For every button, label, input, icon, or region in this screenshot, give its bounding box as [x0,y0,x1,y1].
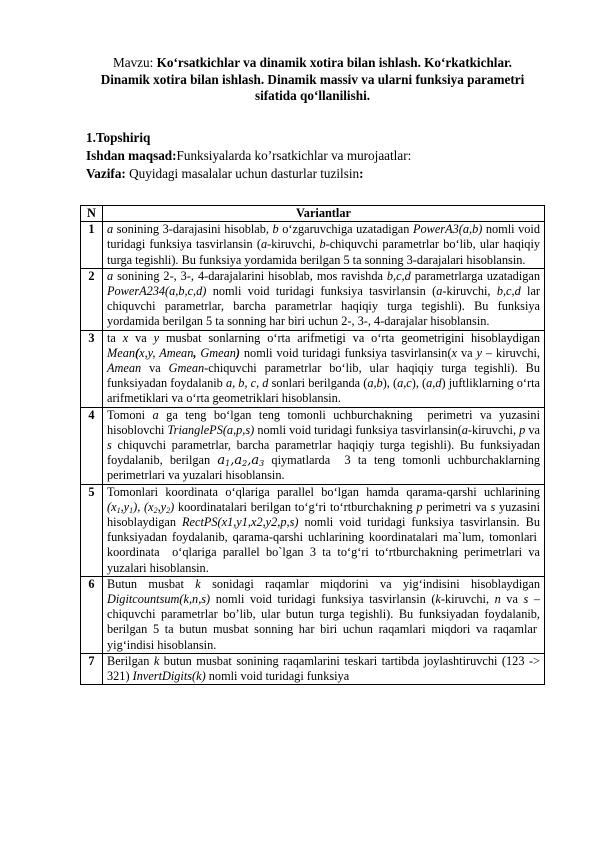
table-row [81,653,545,684]
table-row [81,576,545,653]
table-row [81,484,545,576]
row-number: 6 [81,576,103,653]
row-number: 1 [81,222,103,269]
document-header [80,55,545,105]
goal-text: Funksiyalarda ko’rsatkichlar va murojaatlar: [176,148,412,163]
variant-text: a sonining 3-darajasini hisoblab, b o‘zgaruvchiga uzatadigan PowerA3(a,b) nomli void turidagi funksiya tasvirlansin (a-kiruvchi, b-chiquvchi parametrlar bo‘lib, ular haqiqiy turga tegishli). Bu funksiya yordamida berilgan 5 ta sonning 3-darajalari hisoblansin. [103,222,545,269]
variants-table [80,205,545,685]
table-header-row [81,206,545,222]
topic-line-3: sifatida qo‘llanilishi. [254,88,371,103]
variant-text: Tomoni a ga teng bo‘lgan teng tomonli uchburchakning perimetri va yuzasini hisoblovchi TrianglePS(a,p,s) nomli void turidagi funksiya tasvirlansin(a-kiruvchi, p va s chiquvchi parametrlar, barcha parametrlar haqiqiy turga tegishli). Bu funksiyadan foydalanib, berilgan $a_1,a_2,a_3$ qiymatlarda 3 ta teng tomonli uchburchaklarning perimetrlari va yuzalari hisoblansin. [103,407,545,484]
task-text: Quyidagi masalalar uchun dasturlar tuzilsin [125,166,360,181]
task-label: Vazifa: [86,166,126,181]
task-number: 1.Topshiriq [86,130,151,145]
variant-text: Tomonlari koordinata o‘qlariga parallel bo‘lgan hamda qarama-qarshi uchlarining $(x_1,y_1)$, $(x_2,y_2)$ koordinatalari berilgan to‘g‘ri to‘rtburchakning p perimetri va s yuzasini hisoblaydigan RectPS(x1,y1,x2,y2,p,s) nomli void turidagi funksiya tasvirlansin. Bu funksiyadan foydalanib, qarama-qarshi uchlarining koordinatalari ma`lum, tomonlari koordinata o‘qlariga parallel bo`lgan 3 ta to‘g‘ri to‘rtburchakning perimetrlari va yuzalari hisoblansin. [103,484,545,576]
topic-label: Mavzu: [113,55,157,70]
topic-line-2: Dinamik xotira bilan ishlash. Dinamik massiv va ularni funksiya parametri [100,71,525,87]
column-header-variants: Variantlar [103,206,545,222]
topic-line-1 [80,55,545,72]
topic-title-part-1: Ko‘rsatkichlar va dinamik xotira bilan ishlash. Ko‘rkatkichlar. [156,55,512,70]
task-intro [86,129,556,183]
task-line [86,165,556,183]
goal-line [86,147,556,165]
variant-text: Butun musbat k sonidagi raqamlar miqdorini va yig‘indisini hisoblaydigan Digitcountsum(k,n,s) nomli void turidagi funksiya tasvirlansin (k-kiruvchi, n va s – chiquvchi parametrlar bo’lib, ular butun turga tegishli). Bu funksiyadan foydalanib, berilgan 5 ta butun musbat sonning har biri uchun raqamlari miqdori va raqamlar yig‘indisi hisoblansin. [103,576,545,653]
row-number: 7 [81,653,103,684]
table-row [81,222,545,269]
table-row [81,268,545,330]
variant-text: a sonining 2-, 3-, 4-darajalarini hisoblab, mos ravishda b,c,d parametrlarga uzatadigan PowerA234(a,b,c,d) nomli void turidagi funksiya tasvirlansin (a-kiruvchi, b,c,d lar chiquvchi parametrlar, barcha parametrlar haqiqiy turga tegishli). Bu funksiya yordamida berilgan 5 ta sonning har biri uchun 2-, 3-, 4-darajalar hisoblansin. [103,268,545,330]
table-row [81,407,545,484]
goal-label: Ishdan maqsad: [86,148,177,163]
row-number: 3 [81,330,103,407]
table-row [81,330,545,407]
row-number: 5 [81,484,103,576]
column-header-n: N [81,206,103,222]
variant-text: ta x va y musbat sonlarning o‘rta arifmetigi va o‘rta geometrigini hisoblaydigan Mean(x,y, Amean, Gmean) nomli void turidagi funksiya tasvirlansin(x va y – kiruvchi, Amean va Gmean-chiquvchi parametrlar bo‘lib, ular haqiqiy turga tegishli). Bu funksiyadan foydalanib a, b, c, d sonlari berilganda (a,b), (a,c), (a,d) juftliklarning o‘rta arifmetiklari va o‘rta geometriklari hisoblansin. [103,330,545,407]
math-a-values: $a_1,a_2,a_3$ [217,453,265,469]
row-number: 4 [81,407,103,484]
variant-text: Berilgan k butun musbat sonining raqamlarini teskari tartibda joylashtiruvchi (123 -> 321) InvertDigits(k) nomli void turidagi funksiya [103,653,545,684]
row-number: 2 [81,268,103,330]
task-colon: : [359,166,364,181]
